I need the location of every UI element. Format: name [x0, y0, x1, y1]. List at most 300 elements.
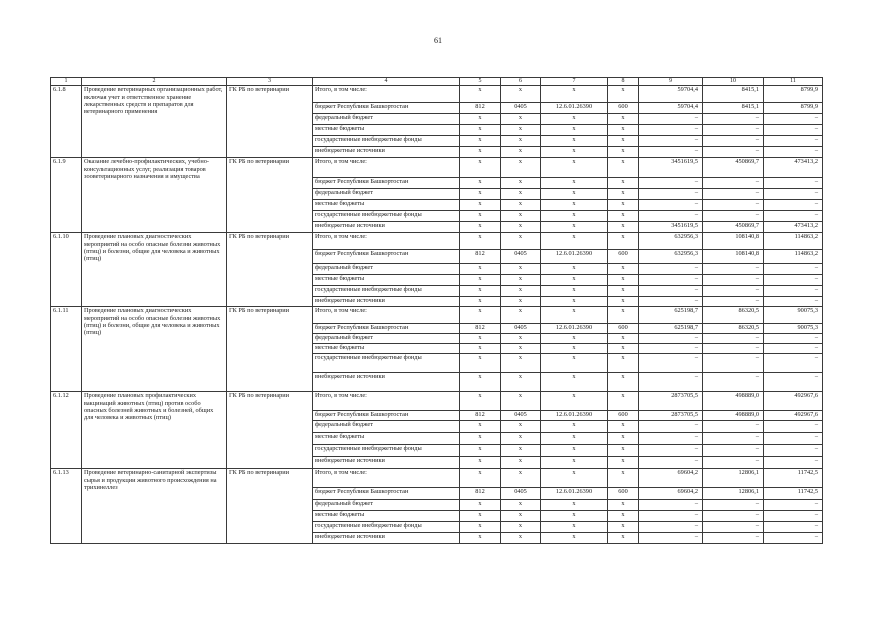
total-cell: 625198,7: [639, 307, 703, 324]
source-cell: бюджет Республики Башкортостан: [313, 324, 460, 334]
csr-cell: x: [541, 297, 608, 307]
total-cell: 632956,3: [639, 250, 703, 264]
vr-cell: x: [608, 421, 639, 433]
grbs-cell: x: [460, 264, 501, 275]
rzpr-cell: x: [501, 275, 541, 286]
rzpr-cell: x: [501, 158, 541, 178]
column-number: 6: [501, 78, 541, 86]
year2-cell: 90075,3: [764, 324, 823, 334]
rzpr-cell: 0405: [501, 324, 541, 334]
source-cell: Итого, в том числе:: [313, 233, 460, 250]
year2-cell: 114863,2: [764, 233, 823, 250]
csr-cell: x: [541, 211, 608, 222]
source-cell: бюджет Республики Башкортостан: [313, 103, 460, 114]
grbs-cell: x: [460, 511, 501, 522]
rzpr-cell: x: [501, 334, 541, 344]
source-cell: Итого, в том числе:: [313, 469, 460, 488]
year2-cell: –: [764, 445, 823, 457]
source-cell: бюджет Республики Башкортостан: [313, 178, 460, 189]
source-cell: государственные внебюджетные фонды: [313, 522, 460, 533]
total-cell: –: [639, 354, 703, 373]
year1-cell: –: [703, 178, 764, 189]
vr-cell: x: [608, 307, 639, 324]
rzpr-cell: x: [501, 373, 541, 392]
year1-cell: 450869,7: [703, 222, 764, 233]
grbs-cell: x: [460, 297, 501, 307]
item-number-cell: 6.1.10: [51, 233, 82, 307]
rzpr-cell: x: [501, 457, 541, 469]
table-row: [51, 469, 823, 488]
year2-cell: –: [764, 178, 823, 189]
page-number: 61: [434, 36, 442, 45]
rzpr-cell: x: [501, 178, 541, 189]
rzpr-cell: x: [501, 392, 541, 411]
year2-cell: –: [764, 125, 823, 136]
grbs-cell: x: [460, 222, 501, 233]
rzpr-cell: x: [501, 297, 541, 307]
vr-cell: 600: [608, 488, 639, 500]
source-cell: внебюджетные источники: [313, 147, 460, 158]
rzpr-cell: x: [501, 469, 541, 488]
vr-cell: 600: [608, 324, 639, 334]
rzpr-cell: x: [501, 114, 541, 125]
total-cell: –: [639, 147, 703, 158]
rzpr-cell: x: [501, 233, 541, 250]
csr-cell: x: [541, 457, 608, 469]
total-cell: 3451619,5: [639, 222, 703, 233]
total-cell: –: [639, 373, 703, 392]
total-cell: 69604,2: [639, 469, 703, 488]
grbs-cell: x: [460, 158, 501, 178]
year2-cell: –: [764, 354, 823, 373]
total-cell: 625198,7: [639, 324, 703, 334]
column-number: 9: [639, 78, 703, 86]
year2-cell: 11742,5: [764, 488, 823, 500]
vr-cell: x: [608, 136, 639, 147]
source-cell: Итого, в том числе:: [313, 307, 460, 324]
csr-cell: x: [541, 533, 608, 544]
year1-cell: 498889,0: [703, 392, 764, 411]
year1-cell: –: [703, 334, 764, 344]
year1-cell: –: [703, 189, 764, 200]
source-cell: бюджет Республики Башкортостан: [313, 250, 460, 264]
year1-cell: 108140,8: [703, 233, 764, 250]
source-cell: Итого, в том числе:: [313, 392, 460, 411]
vr-cell: x: [608, 222, 639, 233]
column-number: 3: [227, 78, 313, 86]
source-cell: внебюджетные источники: [313, 222, 460, 233]
total-cell: –: [639, 522, 703, 533]
csr-cell: x: [541, 233, 608, 250]
vr-cell: x: [608, 297, 639, 307]
grbs-cell: x: [460, 433, 501, 445]
rzpr-cell: x: [501, 211, 541, 222]
total-cell: –: [639, 511, 703, 522]
year1-cell: –: [703, 373, 764, 392]
vr-cell: x: [608, 457, 639, 469]
vr-cell: x: [608, 211, 639, 222]
total-cell: –: [639, 445, 703, 457]
vr-cell: x: [608, 533, 639, 544]
vr-cell: x: [608, 114, 639, 125]
csr-cell: x: [541, 125, 608, 136]
column-number: 7: [541, 78, 608, 86]
csr-cell: x: [541, 373, 608, 392]
source-cell: местные бюджеты: [313, 344, 460, 354]
table-row: [51, 307, 823, 324]
vr-cell: x: [608, 511, 639, 522]
year1-cell: –: [703, 522, 764, 533]
total-cell: –: [639, 344, 703, 354]
vr-cell: x: [608, 344, 639, 354]
year1-cell: –: [703, 354, 764, 373]
total-cell: 632956,3: [639, 233, 703, 250]
rzpr-cell: x: [501, 86, 541, 103]
vr-cell: x: [608, 189, 639, 200]
source-cell: федеральный бюджет: [313, 421, 460, 433]
csr-cell: x: [541, 189, 608, 200]
year2-cell: –: [764, 114, 823, 125]
source-cell: внебюджетные источники: [313, 533, 460, 544]
column-number: 5: [460, 78, 501, 86]
csr-cell: x: [541, 354, 608, 373]
grbs-cell: 812: [460, 411, 501, 421]
year1-cell: –: [703, 114, 764, 125]
year2-cell: 8799,9: [764, 86, 823, 103]
total-cell: –: [639, 421, 703, 433]
year2-cell: –: [764, 275, 823, 286]
year2-cell: –: [764, 344, 823, 354]
csr-cell: x: [541, 286, 608, 297]
total-cell: –: [639, 334, 703, 344]
rzpr-cell: x: [501, 500, 541, 511]
vr-cell: x: [608, 433, 639, 445]
total-cell: –: [639, 275, 703, 286]
vr-cell: x: [608, 264, 639, 275]
grbs-cell: x: [460, 275, 501, 286]
csr-cell: x: [541, 445, 608, 457]
grbs-cell: x: [460, 354, 501, 373]
total-cell: –: [639, 125, 703, 136]
source-cell: федеральный бюджет: [313, 189, 460, 200]
csr-cell: x: [541, 178, 608, 189]
year2-cell: 492967,6: [764, 411, 823, 421]
year2-cell: –: [764, 264, 823, 275]
csr-cell: x: [541, 469, 608, 488]
vr-cell: x: [608, 522, 639, 533]
table-row: [51, 158, 823, 178]
year2-cell: –: [764, 500, 823, 511]
rzpr-cell: x: [501, 522, 541, 533]
csr-cell: x: [541, 500, 608, 511]
total-cell: –: [639, 136, 703, 147]
year1-cell: –: [703, 297, 764, 307]
total-cell: 59704,4: [639, 103, 703, 114]
source-cell: федеральный бюджет: [313, 500, 460, 511]
year1-cell: 8415,1: [703, 86, 764, 103]
column-number: 1: [51, 78, 82, 86]
year1-cell: –: [703, 211, 764, 222]
grbs-cell: x: [460, 189, 501, 200]
source-cell: бюджет Республики Башкортостан: [313, 488, 460, 500]
source-cell: государственные внебюджетные фонды: [313, 445, 460, 457]
item-name-cell: Проведение плановых диагностических мероприятий на особо опасные болезни животных (птиц) и болезни, общие для человека и животных (птиц): [82, 307, 227, 392]
csr-cell: x: [541, 158, 608, 178]
year1-cell: –: [703, 433, 764, 445]
csr-cell: x: [541, 421, 608, 433]
grbs-cell: x: [460, 445, 501, 457]
source-cell: федеральный бюджет: [313, 334, 460, 344]
total-cell: –: [639, 533, 703, 544]
executor-cell: ГК РБ по ветеринарии: [227, 86, 313, 158]
item-name-cell: Проведение плановых диагностических мероприятий на особо опасные болезни животных (птиц) и болезни, общие для человека и животных (птиц): [82, 233, 227, 307]
grbs-cell: x: [460, 457, 501, 469]
csr-cell: 12.6.01.26390: [541, 488, 608, 500]
grbs-cell: x: [460, 533, 501, 544]
csr-cell: x: [541, 433, 608, 445]
total-cell: –: [639, 178, 703, 189]
grbs-cell: x: [460, 136, 501, 147]
year2-cell: –: [764, 522, 823, 533]
grbs-cell: x: [460, 373, 501, 392]
vr-cell: x: [608, 158, 639, 178]
source-cell: местные бюджеты: [313, 125, 460, 136]
vr-cell: x: [608, 445, 639, 457]
column-number: 2: [82, 78, 227, 86]
executor-cell: ГК РБ по ветеринарии: [227, 392, 313, 469]
source-cell: местные бюджеты: [313, 200, 460, 211]
rzpr-cell: x: [501, 533, 541, 544]
vr-cell: x: [608, 500, 639, 511]
csr-cell: x: [541, 264, 608, 275]
item-number-cell: 6.1.13: [51, 469, 82, 544]
source-cell: местные бюджеты: [313, 433, 460, 445]
vr-cell: x: [608, 334, 639, 344]
total-cell: –: [639, 189, 703, 200]
source-cell: федеральный бюджет: [313, 114, 460, 125]
source-cell: бюджет Республики Башкортостан: [313, 411, 460, 421]
total-cell: –: [639, 500, 703, 511]
rzpr-cell: x: [501, 286, 541, 297]
total-cell: –: [639, 200, 703, 211]
source-cell: местные бюджеты: [313, 275, 460, 286]
year1-cell: 8415,1: [703, 103, 764, 114]
vr-cell: x: [608, 469, 639, 488]
rzpr-cell: 0405: [501, 250, 541, 264]
csr-cell: x: [541, 392, 608, 411]
grbs-cell: x: [460, 125, 501, 136]
year1-cell: –: [703, 200, 764, 211]
column-number-row: [51, 78, 823, 86]
year2-cell: –: [764, 334, 823, 344]
year2-cell: –: [764, 147, 823, 158]
rzpr-cell: x: [501, 344, 541, 354]
grbs-cell: x: [460, 307, 501, 324]
executor-cell: ГК РБ по ветеринарии: [227, 469, 313, 544]
executor-cell: ГК РБ по ветеринарии: [227, 307, 313, 392]
csr-cell: x: [541, 136, 608, 147]
vr-cell: x: [608, 233, 639, 250]
vr-cell: x: [608, 86, 639, 103]
item-number-cell: 6.1.12: [51, 392, 82, 469]
csr-cell: 12.6.01.26390: [541, 103, 608, 114]
vr-cell: x: [608, 373, 639, 392]
rzpr-cell: x: [501, 222, 541, 233]
source-cell: внебюджетные источники: [313, 373, 460, 392]
year2-cell: 473413,2: [764, 158, 823, 178]
year1-cell: 108140,8: [703, 250, 764, 264]
total-cell: –: [639, 211, 703, 222]
source-cell: государственные внебюджетные фонды: [313, 211, 460, 222]
grbs-cell: 812: [460, 488, 501, 500]
vr-cell: 600: [608, 103, 639, 114]
grbs-cell: x: [460, 211, 501, 222]
year2-cell: –: [764, 286, 823, 297]
grbs-cell: x: [460, 147, 501, 158]
year1-cell: –: [703, 147, 764, 158]
year2-cell: 90075,3: [764, 307, 823, 324]
year1-cell: 12806,1: [703, 488, 764, 500]
rzpr-cell: x: [501, 421, 541, 433]
table-row: [51, 233, 823, 250]
grbs-cell: x: [460, 233, 501, 250]
year1-cell: –: [703, 264, 764, 275]
budget-table: [50, 77, 823, 544]
rzpr-cell: x: [501, 136, 541, 147]
csr-cell: x: [541, 86, 608, 103]
year1-cell: –: [703, 421, 764, 433]
source-cell: Итого, в том числе:: [313, 86, 460, 103]
total-cell: 69604,2: [639, 488, 703, 500]
source-cell: внебюджетные источники: [313, 457, 460, 469]
item-name-cell: Оказание лечебно-профилактических, учебно-консультационных услуг, реализация товаров зоoветеринарного назначения и имущества: [82, 158, 227, 233]
csr-cell: x: [541, 275, 608, 286]
total-cell: –: [639, 286, 703, 297]
total-cell: 3451619,5: [639, 158, 703, 178]
year2-cell: 492967,6: [764, 392, 823, 411]
column-number: 8: [608, 78, 639, 86]
vr-cell: x: [608, 354, 639, 373]
grbs-cell: x: [460, 334, 501, 344]
year1-cell: 86320,5: [703, 324, 764, 334]
year2-cell: –: [764, 373, 823, 392]
item-name-cell: Проведение плановых профилактических вакцинаций животных (птиц) против особо опасных болезней животных и болезней, общих для человека и животных (птиц): [82, 392, 227, 469]
total-cell: –: [639, 433, 703, 445]
rzpr-cell: 0405: [501, 103, 541, 114]
year1-cell: –: [703, 286, 764, 297]
year1-cell: –: [703, 275, 764, 286]
grbs-cell: x: [460, 178, 501, 189]
grbs-cell: 812: [460, 250, 501, 264]
rzpr-cell: 0405: [501, 488, 541, 500]
year2-cell: 11742,5: [764, 469, 823, 488]
rzpr-cell: x: [501, 433, 541, 445]
vr-cell: x: [608, 286, 639, 297]
year2-cell: 114863,2: [764, 250, 823, 264]
year1-cell: 498889,0: [703, 411, 764, 421]
source-cell: внебюджетные источники: [313, 297, 460, 307]
grbs-cell: 812: [460, 324, 501, 334]
csr-cell: 12.6.01.26390: [541, 411, 608, 421]
csr-cell: x: [541, 511, 608, 522]
year1-cell: –: [703, 511, 764, 522]
grbs-cell: x: [460, 344, 501, 354]
column-number: 10: [703, 78, 764, 86]
item-number-cell: 6.1.11: [51, 307, 82, 392]
vr-cell: x: [608, 178, 639, 189]
vr-cell: 600: [608, 411, 639, 421]
rzpr-cell: x: [501, 200, 541, 211]
year2-cell: –: [764, 211, 823, 222]
source-cell: государственные внебюджетные фонды: [313, 136, 460, 147]
year2-cell: –: [764, 433, 823, 445]
item-number-cell: 6.1.9: [51, 158, 82, 233]
csr-cell: x: [541, 334, 608, 344]
csr-cell: x: [541, 344, 608, 354]
rzpr-cell: x: [501, 307, 541, 324]
csr-cell: x: [541, 522, 608, 533]
grbs-cell: x: [460, 421, 501, 433]
year1-cell: –: [703, 445, 764, 457]
rzpr-cell: 0405: [501, 411, 541, 421]
csr-cell: x: [541, 147, 608, 158]
year1-cell: –: [703, 457, 764, 469]
rzpr-cell: x: [501, 264, 541, 275]
source-cell: местные бюджеты: [313, 511, 460, 522]
rzpr-cell: x: [501, 511, 541, 522]
year1-cell: 12806,1: [703, 469, 764, 488]
grbs-cell: x: [460, 200, 501, 211]
year1-cell: –: [703, 136, 764, 147]
vr-cell: x: [608, 125, 639, 136]
year2-cell: 8799,9: [764, 103, 823, 114]
year1-cell: 450869,7: [703, 158, 764, 178]
total-cell: 59704,4: [639, 86, 703, 103]
csr-cell: x: [541, 222, 608, 233]
source-cell: государственные внебюджетные фонды: [313, 354, 460, 373]
item-name-cell: Проведение ветеринарных организационных работ, включая учет и ответственное хранение лекарственных средств и препаратов для ветеринарного применения: [82, 86, 227, 158]
year2-cell: –: [764, 533, 823, 544]
vr-cell: x: [608, 392, 639, 411]
year1-cell: –: [703, 500, 764, 511]
rzpr-cell: x: [501, 147, 541, 158]
year2-cell: –: [764, 189, 823, 200]
year2-cell: –: [764, 421, 823, 433]
year2-cell: –: [764, 457, 823, 469]
source-cell: Итого, в том числе:: [313, 158, 460, 178]
item-number-cell: 6.1.8: [51, 86, 82, 158]
vr-cell: 600: [608, 250, 639, 264]
year2-cell: –: [764, 200, 823, 211]
csr-cell: x: [541, 307, 608, 324]
rzpr-cell: x: [501, 189, 541, 200]
total-cell: –: [639, 457, 703, 469]
year2-cell: 473413,2: [764, 222, 823, 233]
executor-cell: ГК РБ по ветеринарии: [227, 158, 313, 233]
total-cell: 2873705,5: [639, 392, 703, 411]
csr-cell: x: [541, 200, 608, 211]
column-number: 11: [764, 78, 823, 86]
csr-cell: 12.6.01.26390: [541, 250, 608, 264]
rzpr-cell: x: [501, 125, 541, 136]
total-cell: –: [639, 297, 703, 307]
year1-cell: 86320,5: [703, 307, 764, 324]
grbs-cell: x: [460, 286, 501, 297]
table-row: [51, 392, 823, 411]
csr-cell: 12.6.01.26390: [541, 324, 608, 334]
source-cell: федеральный бюджет: [313, 264, 460, 275]
column-number: 4: [313, 78, 460, 86]
